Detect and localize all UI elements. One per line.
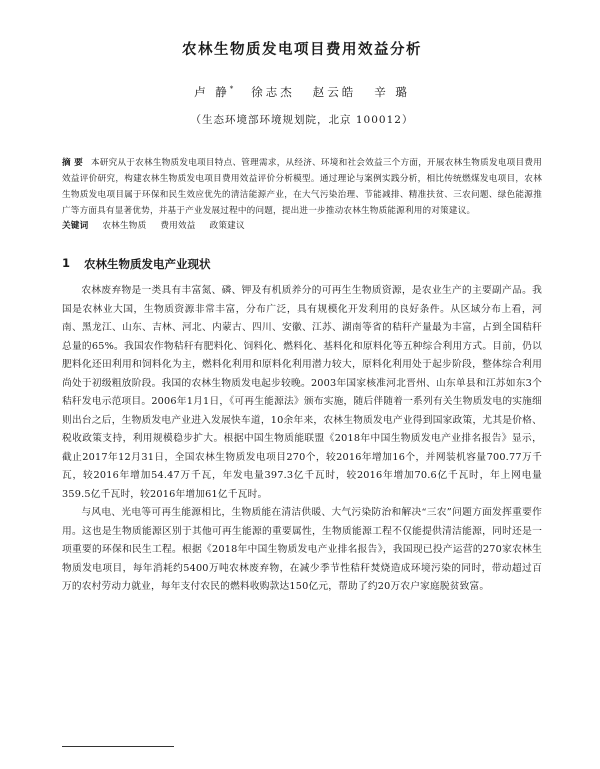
author: 赵云皓 xyxy=(312,85,357,99)
affiliation: （生态环境部环境规划院，北京 100012） xyxy=(190,114,414,126)
author: 徐志杰 xyxy=(251,85,295,99)
author: 辛 璐 xyxy=(374,85,410,99)
paper-title: 农林生物质发电项目费用效益分析 xyxy=(182,42,422,58)
body-paragraph: 农林废弃物是一类具有丰富氮、磷、钾及有机质养分的可再生生物质资源，是农业生产的主要副产品。我国是农林业大国，生物质资源非常丰富，分布广泛，具有规模化开发利用的良好条件。从区域分布上看，河南、黑龙江、山东、吉林、河北、内蒙古、四川、安徽、江苏、湖南等省的秸秆产量最为丰富，占到全国秸秆总量的65%。我国农作物秸秆有肥料化、饲料化、燃料化、基料化和原料化等五种综合利用方式。目前，仍以肥料化还田利用和饲料化为主，燃料化利用和原料化利用潜力较大，原料化利用处于起步阶段，整体综合利用尚处于初级粗放阶段。我国的农林生物质发电起步较晚。2003年国家核准河北晋州、山东单县和江苏如东3个秸秆发电示范项目。2006年1月1日，《可再生能源法》颁布实施，随后伴随着一系列有关生物质发电的实施细则出台之后，生物质发电产业进入发展快车道，10余年来，农林生物质发电产业得到国家政策，尤其是价格、税收政策支持，利用规模稳步扩大。根据中国生物质能联盟《2018年中国生物质发电产业排名报告》显示，截止2017年12月31日，全国农林生物质发电项目270个，较2016年增加16个，并网装机容量700.77万千瓦，较2016年增加54.47万千瓦，年发电量397.3亿千瓦时，较2016年增加70.6亿千瓦时，年上网电量359.5亿千瓦时，较2016年增加61亿千瓦时。 xyxy=(62,285,542,500)
keyword: 农林生物质 xyxy=(102,221,147,231)
body-paragraph: 与风电、光电等可再生能源相比，生物质能在清洁供暖、大气污染防治和解决“三农”问题方面发挥重要作用。这也是生物质能源区别于其他可再生能源的重要属性，生物质能源工程不仅能提供清洁能源，同时还是一项重要的环保和民生工程。根据《2018年中国生物质发电产业排名报告》，我国现已投产运营的270家农林生物质发电项目，每年消耗约5400万吨农林废弃物，在减少季节性秸秆焚烧造成环境污染的同时，带动超过百万的农村劳动力就业，每年支付农民的燃料收购款达150亿元，帮助了约20万农户家庭脱贫致富。 xyxy=(62,507,542,592)
abstract-text: 本研究从于农林生物质发电项目特点、管理需求，从经济、环境和社会效益三个方面，开展农林生物质发电项目费用效益评价研究，构建农林生物质发电项目费用效益评价分析模型。通过理论与案例实践分析，相比传统燃煤发电项目，农林生物质发电项目属于环保和民生效应优先的清洁能源产业，在大气污染治理、节能减排、精准扶贫、三农问题、绿色能源推广等方面具有显著优势，并基于产业发展过程中的问题，提出进一步推动农林生物质能源利用的对策建议。 xyxy=(62,158,543,216)
abstract-label: 摘 要 xyxy=(62,158,83,168)
keyword: 政策建议 xyxy=(209,221,245,231)
abstract xyxy=(62,155,542,219)
section-heading xyxy=(62,256,542,272)
keywords xyxy=(62,219,542,234)
section-number: 1 xyxy=(62,256,71,270)
section-title: 农林生物质发电产业现状 xyxy=(84,257,211,271)
keywords-label: 关键词 xyxy=(62,221,89,231)
footnote-divider xyxy=(62,746,174,747)
author: 卢 静* xyxy=(194,85,234,99)
author-list xyxy=(62,84,542,100)
keyword: 费用效益 xyxy=(160,221,196,231)
